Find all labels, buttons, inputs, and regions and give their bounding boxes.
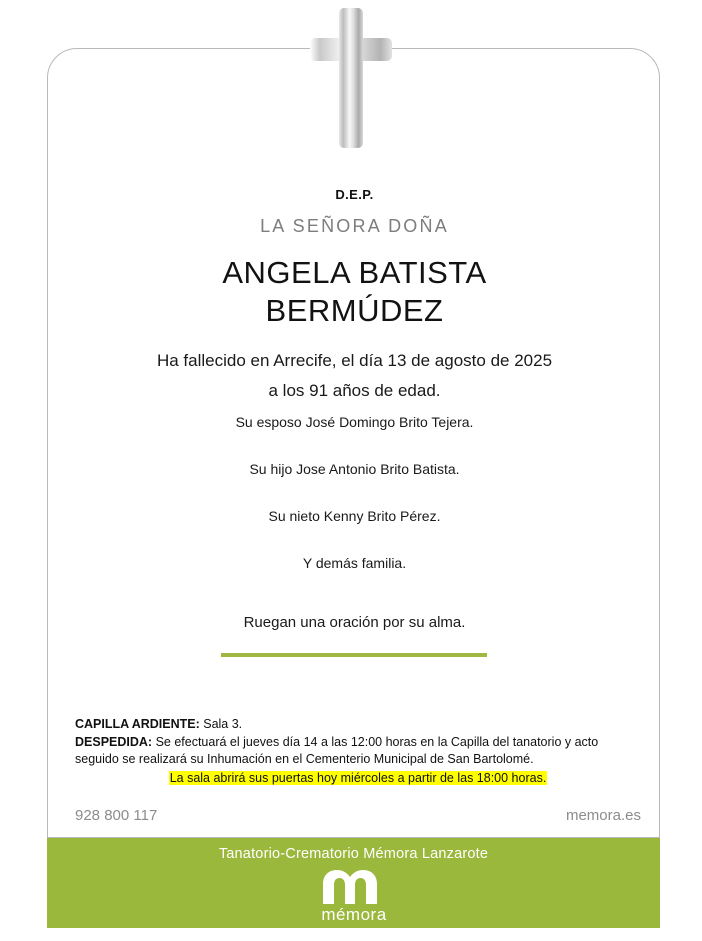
opening-note-highlight: La sala abrirá sus puertas hoy miércoles a partir de las 18:00 horas. (169, 770, 547, 785)
survivors-list (48, 414, 661, 602)
death-place-date: Ha fallecido en Arrecife, el día 13 de agosto de 2025 (156, 351, 553, 370)
memora-wordmark: mémora (320, 905, 387, 924)
opening-note-row (75, 770, 641, 788)
farewell-row (75, 734, 641, 769)
deceased-name-line-1: ANGELA BATISTA (222, 255, 487, 290)
dep-abbreviation: D.E.P. (335, 187, 374, 202)
chapel-value: Sala 3. (199, 717, 243, 731)
memora-logo-icon (307, 866, 401, 924)
farewell-label: DESPEDIDA: (75, 734, 153, 749)
facility-name: Tanatorio-Crematorio Mémora Lanzarote (218, 846, 489, 862)
deceased-name (48, 254, 661, 330)
survivor-item: Su nieto Kenny Brito Pérez. (268, 508, 441, 524)
website-link[interactable]: memora.es (565, 807, 641, 824)
chapel-label: CAPILLA ARDIENTE: (75, 717, 200, 731)
funeral-notice-card (47, 48, 660, 838)
survivor-item: Su esposo José Domingo Brito Tejera. (235, 414, 474, 430)
section-divider (221, 653, 487, 657)
deceased-name-line-2: BERMÚDEZ (265, 293, 444, 328)
footer-band (47, 838, 660, 928)
survivor-item: Y demás familia. (302, 555, 407, 571)
chapel-row (75, 716, 641, 734)
death-information (48, 346, 661, 406)
survivor-item: Su hijo Jose Antonio Brito Batista. (249, 461, 460, 477)
death-age: a los 91 años de edad. (268, 381, 441, 400)
contact-row (75, 807, 641, 824)
memora-logo (47, 866, 660, 924)
honorific-label: LA SEÑORA DOÑA (260, 216, 449, 236)
prayer-request: Ruegan una oración por su alma. (243, 614, 466, 631)
phone-number[interactable]: 928 800 117 (75, 807, 158, 824)
service-details (75, 716, 641, 787)
farewell-value: Se efectuará el jueves día 14 a las 12:00 horas en la Capilla del tanatorio y acto seguido se realizará su Inhumación en el Cementerio Municipal de San Bartolomé. (75, 734, 599, 766)
